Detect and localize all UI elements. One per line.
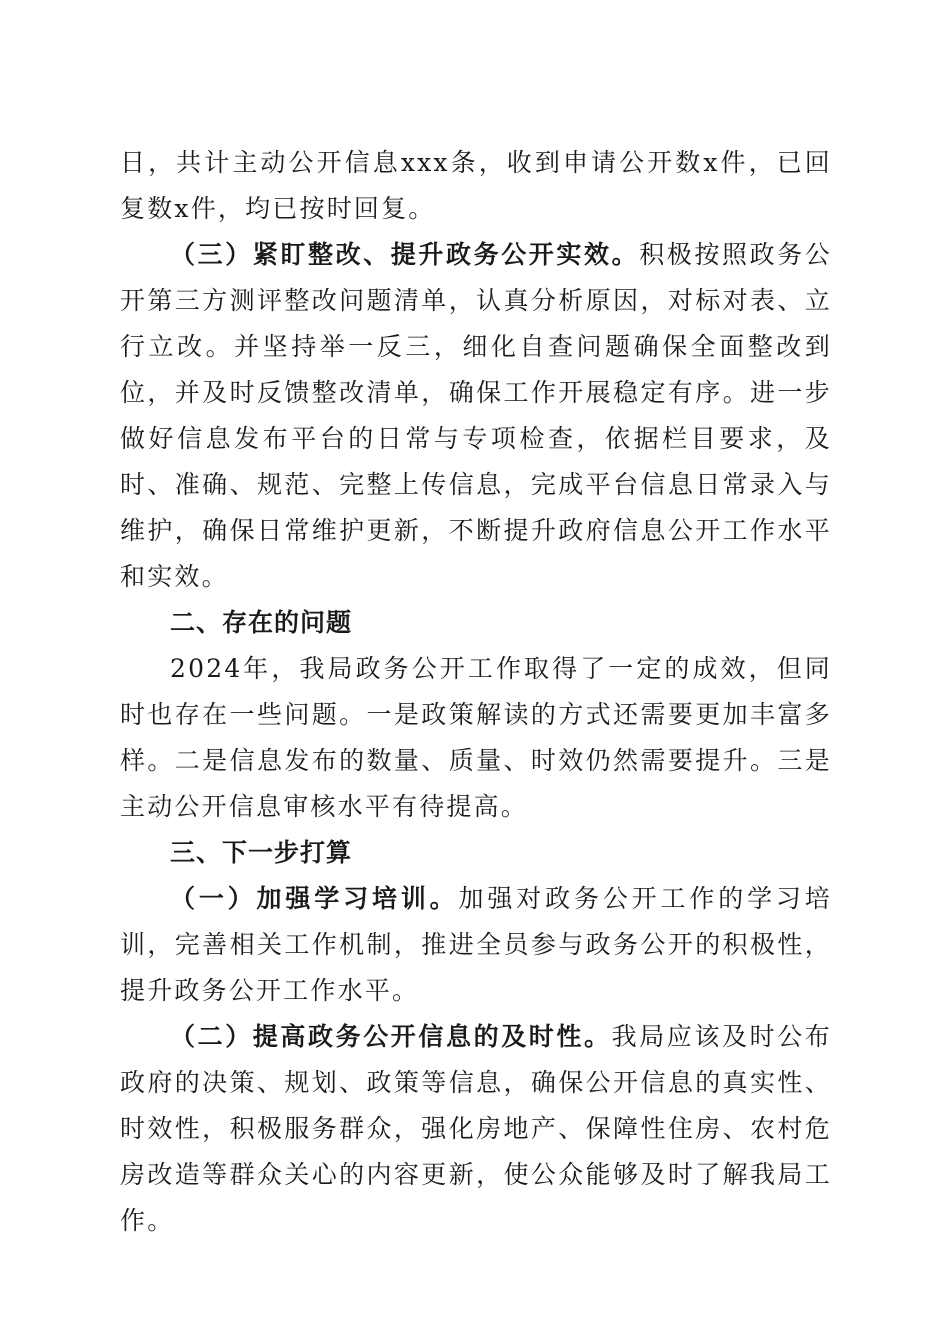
paragraph-rectification (120, 232, 832, 600)
paragraph-timeliness (120, 1014, 832, 1244)
paragraph-info-stats: 日，共计主动公开信息xxx条，收到申请公开数x件，已回复数x件，均已按时回复。 (120, 148, 832, 223)
paragraph-rectification-body: 积极按照政务公开第三方测评整改问题清单，认真分析原因，对标对表、立行立改。并坚持举一反三，细化自查问题确保全面整改到位，并及时反馈整改清单，确保工作开展稳定有序。进一步做好信息发布平台的日常与专项检查，依据栏目要求，及时、准确、规范、完整上传信息，完成平台信息日常录入与维护，确保日常维护更新，不断提升政府信息公开工作水平和实效。 (120, 240, 833, 591)
subheading-rectification: （三）紧盯整改、提升政务公开实效。 (170, 240, 640, 269)
document-body (120, 140, 832, 1244)
paragraph-timeliness-body: 我局应该及时公布政府的决策、规划、政策等信息，确保公开信息的真实性、时效性，积极服务群众，强化房地产、保障性住房、农村危房改造等群众关心的内容更新，使公众能够及时了解我局工作。 (120, 1022, 832, 1235)
subheading-training: （一）加强学习培训。 (170, 884, 459, 913)
paragraph-problems: 2024年，我局政务公开工作取得了一定的成效，但同时也存在一些问题。一是政策解读的方式还需要更加丰富多样。二是信息发布的数量、质量、时效仍然需要提升。三是主动公开信息审核水平有待提高。 (120, 654, 832, 821)
subheading-timeliness: （二）提高政务公开信息的及时性。 (170, 1022, 612, 1051)
section-heading-next-steps: 三、下一步打算 (170, 838, 353, 867)
section-heading-problems: 二、存在的问题 (170, 608, 353, 637)
paragraph-training-body: 加强对政务公开工作的学习培训，完善相关工作机制，推进全员参与政务公开的积极性，提升政务公开工作水平。 (120, 884, 832, 1005)
paragraph-training (120, 876, 832, 1014)
